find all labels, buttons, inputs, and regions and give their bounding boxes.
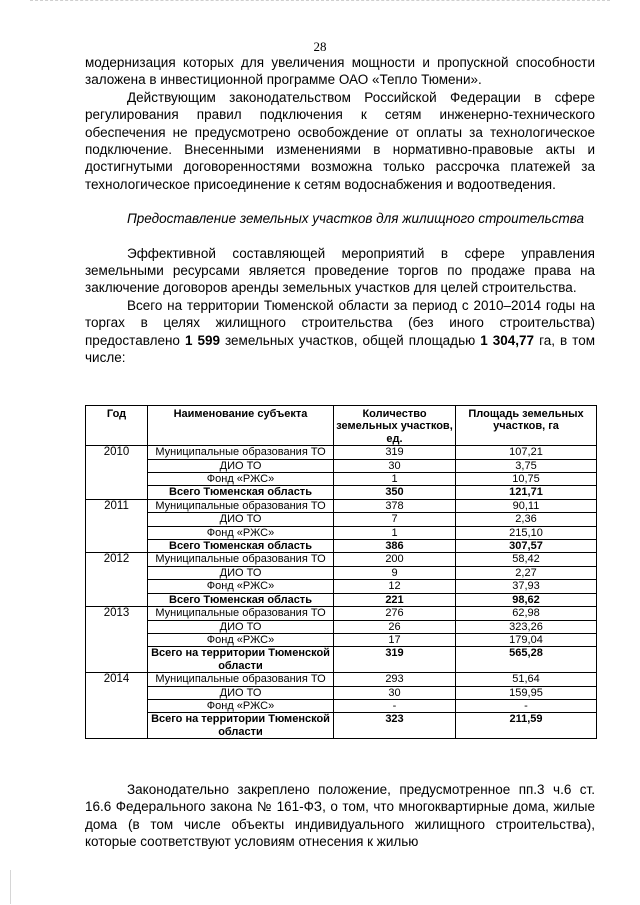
- lower-text-block: [85, 781, 595, 851]
- count-cell: -: [334, 699, 456, 712]
- summary-text-c: га, в том числе:: [85, 332, 596, 366]
- subject-cell: Муниципальные образования ТО: [148, 499, 334, 512]
- count-cell: 30: [334, 686, 456, 699]
- area-cell: 90,11: [456, 499, 597, 512]
- total-count-cell: 221: [334, 593, 456, 606]
- total-area-cell: 121,71: [456, 486, 597, 499]
- count-cell: 26: [334, 620, 456, 633]
- total-label-cell: Всего на территории Тюменской области: [148, 713, 334, 739]
- count-cell: 17: [334, 633, 456, 646]
- total-count-cell: 386: [334, 540, 456, 553]
- table-row: [86, 673, 597, 686]
- count-cell: 9: [334, 566, 456, 579]
- spacer: [85, 228, 595, 245]
- count-cell: 1: [334, 526, 456, 539]
- area-cell: 10,75: [456, 473, 597, 486]
- year-cell: 2011: [86, 499, 148, 553]
- table-row: [86, 446, 597, 459]
- header-area: Площадь земельных участков, га: [456, 406, 597, 446]
- table-row: [86, 473, 597, 486]
- paragraph-summary: [85, 297, 595, 367]
- area-cell: 107,21: [456, 446, 597, 459]
- count-cell: 200: [334, 553, 456, 566]
- table-row: [86, 553, 597, 566]
- table-total-row: [86, 647, 597, 673]
- subject-cell: ДИО ТО: [148, 459, 334, 472]
- year-cell: 2014: [86, 673, 148, 739]
- subject-cell: Фонд «РЖС»: [148, 699, 334, 712]
- total-area-cell: 98,62: [456, 593, 597, 606]
- count-cell: 276: [334, 607, 456, 620]
- table-row: [86, 566, 597, 579]
- area-cell: 179,04: [456, 633, 597, 646]
- total-count-cell: 350: [334, 486, 456, 499]
- year-cell: 2010: [86, 446, 148, 500]
- area-cell: 2,27: [456, 566, 597, 579]
- table-total-row: [86, 593, 597, 606]
- paragraph-continuation: модернизация которых для увеличения мощности и пропускной способности заложена в инвестиционной программе ОАО «Тепло Тюмени».: [85, 55, 595, 88]
- area-cell: 58,42: [456, 553, 597, 566]
- total-count-cell: 319: [334, 647, 456, 673]
- summary-text-a: Всего на территории Тюменской области за период с 2010–2014 годы на торгах в целях жилищного строительства (без иного строительства) предоставлено: [85, 297, 595, 348]
- land-plots-table: [85, 405, 597, 739]
- count-cell: 319: [334, 446, 456, 459]
- subject-cell: Фонд «РЖС»: [148, 633, 334, 646]
- summary-text-b: земельных участков, общей площадью: [220, 332, 481, 348]
- table-row: [86, 499, 597, 512]
- table-row: [86, 607, 597, 620]
- count-cell: 1: [334, 473, 456, 486]
- count-cell: 378: [334, 499, 456, 512]
- area-cell: 51,64: [456, 673, 597, 686]
- upper-text-block: [85, 54, 595, 367]
- subject-cell: Муниципальные образования ТО: [148, 446, 334, 459]
- scan-margin-mark: [10, 870, 14, 904]
- table-row: [86, 459, 597, 472]
- total-label-cell: Всего Тюменская область: [148, 486, 334, 499]
- table-row: [86, 699, 597, 712]
- subject-cell: ДИО ТО: [148, 620, 334, 633]
- table-total-row: [86, 486, 597, 499]
- page-number: 28: [313, 39, 327, 54]
- paragraph-federal-law: Законодательно закреплено положение, предусмотренное пп.3 ч.6 ст. 16.6 Федерального закона № 161-ФЗ, о том, что многоквартирные дома, жилые дома (в том числе объекты индивидуального жилищного строительства), которые соответствуют условиям отнесения к жилью: [85, 782, 595, 850]
- year-cell: 2013: [86, 607, 148, 673]
- total-area-cell: 565,28: [456, 647, 597, 673]
- total-label-cell: Всего на территории Тюменской области: [148, 647, 334, 673]
- subject-cell: Фонд «РЖС»: [148, 526, 334, 539]
- subject-cell: Фонд «РЖС»: [148, 580, 334, 593]
- area-cell: 159,95: [456, 686, 597, 699]
- spacer: [85, 193, 595, 210]
- paragraph-land-resources: Эффективной составляющей мероприятий в сфере управления земельными ресурсами является проведение торгов по продаже права на заключение договоров аренды земельных участков для целей строительства.: [85, 245, 595, 296]
- summary-total-area: 1 304,77: [480, 332, 535, 348]
- table-total-row: [86, 540, 597, 553]
- total-label-cell: Всего Тюменская область: [148, 540, 334, 553]
- header-subject: Наименование субъекта: [148, 406, 334, 446]
- area-cell: 37,93: [456, 580, 597, 593]
- subject-cell: ДИО ТО: [148, 566, 334, 579]
- subject-cell: ДИО ТО: [148, 513, 334, 526]
- section-heading: Предоставление земельных участков для жилищного строительства: [127, 211, 584, 227]
- total-label-cell: Всего Тюменская область: [148, 593, 334, 606]
- count-cell: 12: [334, 580, 456, 593]
- scan-edge-line: [30, 0, 610, 5]
- total-count-cell: 323: [334, 713, 456, 739]
- summary-total-count: 1 599: [184, 332, 220, 348]
- table-row: [86, 620, 597, 633]
- year-cell: 2012: [86, 553, 148, 607]
- area-cell: 2,36: [456, 513, 597, 526]
- subject-cell: Муниципальные образования ТО: [148, 553, 334, 566]
- subject-cell: Фонд «РЖС»: [148, 473, 334, 486]
- table-row: [86, 686, 597, 699]
- subject-cell: Муниципальные образования ТО: [148, 607, 334, 620]
- table-body: [86, 446, 597, 739]
- table-header-row: [86, 406, 597, 446]
- header-year: Год: [86, 406, 148, 446]
- table-row: [86, 526, 597, 539]
- area-cell: 323,26: [456, 620, 597, 633]
- header-count: Количество земельных участков, ед.: [334, 406, 456, 446]
- subject-cell: Муниципальные образования ТО: [148, 673, 334, 686]
- total-area-cell: 211,59: [456, 713, 597, 739]
- subject-cell: ДИО ТО: [148, 686, 334, 699]
- area-cell: -: [456, 699, 597, 712]
- count-cell: 7: [334, 513, 456, 526]
- count-cell: 293: [334, 673, 456, 686]
- table-row: [86, 580, 597, 593]
- area-cell: 62,98: [456, 607, 597, 620]
- table-row: [86, 513, 597, 526]
- area-cell: 3,75: [456, 459, 597, 472]
- table-row: [86, 633, 597, 646]
- count-cell: 30: [334, 459, 456, 472]
- paragraph-legislation: Действующим законодательством Российской Федерации в сфере регулирования правил подключения к сетям инженерно-технического обеспечения не предусмотрено освобождение от оплаты за технологическое подключение. Внесенными изменениями в нормативно-правовые акты и достигнутыми договоренностями возможна только рассрочка платежей за технологическое присоединение к сетям водоснабжения и водоотведения.: [85, 89, 595, 192]
- total-area-cell: 307,57: [456, 540, 597, 553]
- table-total-row: [86, 713, 597, 739]
- area-cell: 215,10: [456, 526, 597, 539]
